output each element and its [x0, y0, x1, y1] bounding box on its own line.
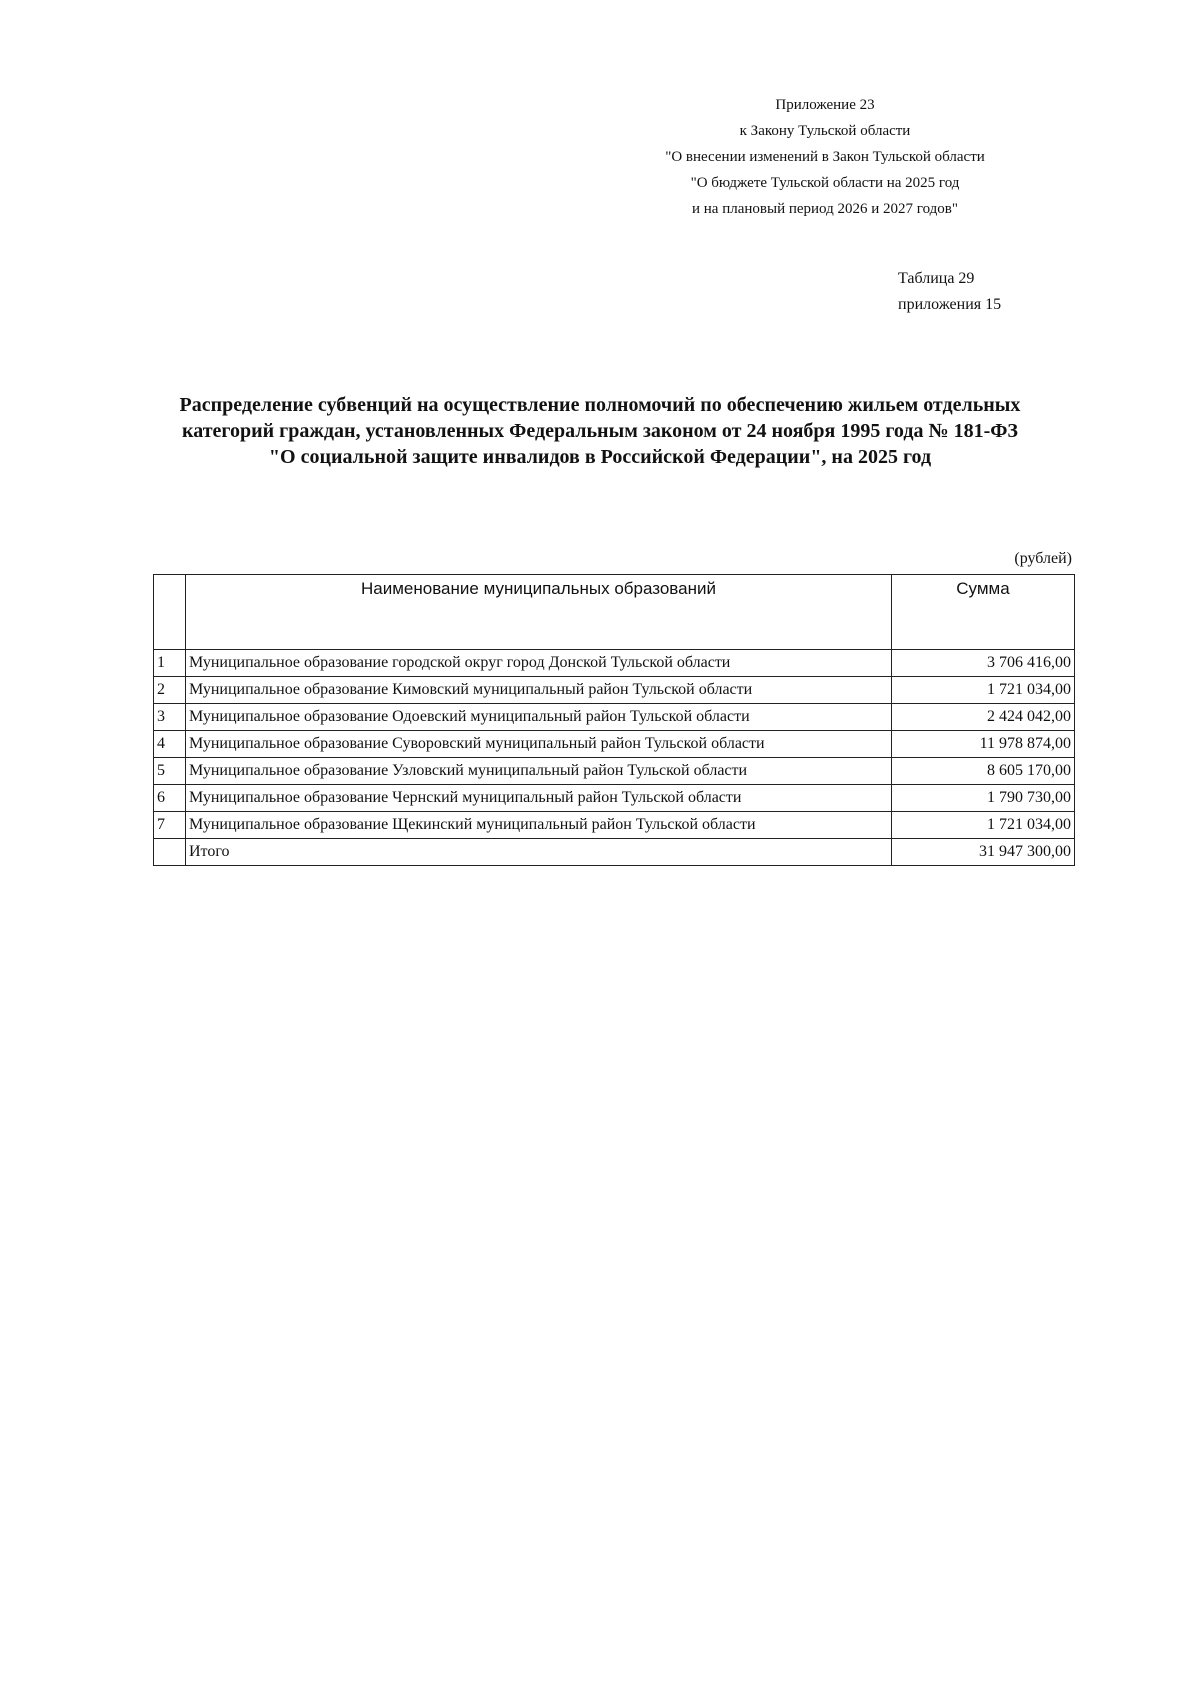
row-name: Муниципальное образование Щекинский муниципальный район Тульской области [186, 812, 892, 839]
header-sum: Сумма [892, 575, 1075, 650]
table-row [154, 731, 1075, 758]
appendix-number: приложения 15 [898, 296, 1002, 313]
row-sum: 1 790 730,00 [892, 785, 1075, 812]
row-number: 5 [154, 758, 186, 785]
table-row [154, 650, 1075, 677]
title-line: "О социальной защите инвалидов в Российской Федерации", на 2025 год [268, 446, 932, 468]
header-number [154, 575, 186, 650]
table-header-row [154, 575, 1075, 650]
document-title [120, 392, 1080, 470]
total-sum: 31 947 300,00 [892, 839, 1075, 866]
table-row [154, 677, 1075, 704]
table-number: Таблица 29 [898, 270, 975, 287]
appendix-line: Приложение 23 [775, 97, 875, 113]
row-number: 4 [154, 731, 186, 758]
row-name: Муниципальное образование Одоевский муниципальный район Тульской области [186, 704, 892, 731]
appendix-line: "О бюджете Тульской области на 2025 год [690, 175, 960, 191]
row-name: Муниципальное образование Узловский муниципальный район Тульской области [186, 758, 892, 785]
total-number [154, 839, 186, 866]
header-name: Наименование муниципальных образований [186, 575, 892, 650]
appendix-line: и на плановый период 2026 и 2027 годов" [692, 201, 958, 217]
row-sum: 1 721 034,00 [892, 812, 1075, 839]
row-number: 7 [154, 812, 186, 839]
row-number: 2 [154, 677, 186, 704]
row-sum: 3 706 416,00 [892, 650, 1075, 677]
title-line: Распределение субвенций на осуществление полномочий по обеспечению жильем отдельных [179, 394, 1021, 416]
row-name: Муниципальное образование Кимовский муниципальный район Тульской области [186, 677, 892, 704]
row-number: 3 [154, 704, 186, 731]
row-name: Муниципальное образование Чернский муниципальный район Тульской области [186, 785, 892, 812]
table-row [154, 812, 1075, 839]
table-reference [898, 266, 1058, 318]
table-row [154, 704, 1075, 731]
row-sum: 2 424 042,00 [892, 704, 1075, 731]
total-label: Итого [186, 839, 892, 866]
units-label: (рублей) [1014, 550, 1072, 567]
table-row [154, 758, 1075, 785]
row-sum: 11 978 874,00 [892, 731, 1075, 758]
row-name: Муниципальное образование Суворовский муниципальный район Тульской области [186, 731, 892, 758]
row-name: Муниципальное образование городской округ город Донской Тульской области [186, 650, 892, 677]
appendix-line: "О внесении изменений в Закон Тульской области [665, 149, 985, 165]
distribution-table [153, 574, 1075, 866]
total-row [154, 839, 1075, 866]
row-number: 1 [154, 650, 186, 677]
appendix-header [600, 92, 1050, 222]
appendix-line: к Закону Тульской области [739, 123, 911, 139]
row-sum: 8 605 170,00 [892, 758, 1075, 785]
title-line: категорий граждан, установленных Федеральным законом от 24 ноября 1995 года № 181-ФЗ [182, 420, 1018, 442]
row-number: 6 [154, 785, 186, 812]
table-row [154, 785, 1075, 812]
row-sum: 1 721 034,00 [892, 677, 1075, 704]
